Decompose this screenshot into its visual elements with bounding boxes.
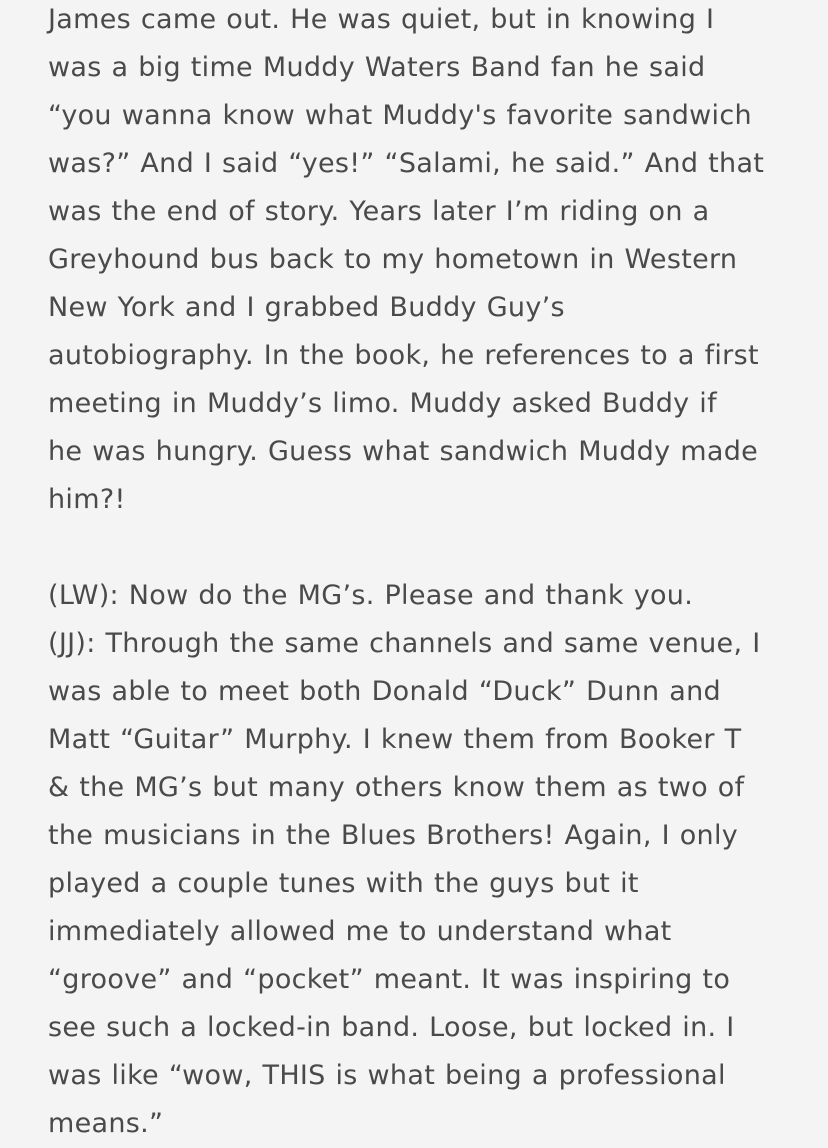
text-line: meeting in Muddy’s limo. Muddy asked Buddy if: [48, 388, 717, 419]
text-line: Matt “Guitar” Murphy. I knew them from Booker T: [48, 724, 742, 755]
text-line: & the MG’s but many others know them as two of: [48, 772, 745, 803]
paragraph-mgs-interview: [48, 572, 818, 1148]
text-line: was the end of story. Years later I’m riding on a: [48, 196, 710, 227]
text-line: was a big time Muddy Waters Band fan he said: [48, 52, 706, 83]
text-line: was able to meet both Donald “Duck” Dunn and: [48, 676, 721, 707]
text-line: means.”: [48, 1108, 164, 1139]
interview-answer-line: (JJ): Through the same channels and same venue, I: [48, 628, 761, 659]
text-line: was?” And I said “yes!” “Salami, he said.” And that: [48, 148, 765, 179]
text-line: “groove” and “pocket” meant. It was inspiring to: [48, 964, 731, 995]
text-line: the musicians in the Blues Brothers! Again, I only: [48, 820, 739, 851]
paragraph-muddy-waters-story: [48, 0, 818, 524]
article-body: [48, 0, 818, 1148]
text-line: played a couple tunes with the guys but it: [48, 868, 639, 899]
text-line: Greyhound bus back to my hometown in Western: [48, 244, 738, 275]
text-line: immediately allowed me to understand what: [48, 916, 672, 947]
text-line: see such a locked-in band. Loose, but locked in. I: [48, 1012, 735, 1043]
text-line: him?!: [48, 484, 126, 515]
text-line: “you wanna know what Muddy's favorite sandwich: [48, 100, 752, 131]
text-line: New York and I grabbed Buddy Guy’s: [48, 292, 565, 323]
paragraph-spacer: [48, 524, 818, 572]
text-line: James came out. He was quiet, but in knowing I: [48, 4, 715, 35]
text-line: autobiography. In the book, he references to a first: [48, 340, 759, 371]
text-line: he was hungry. Guess what sandwich Muddy made: [48, 436, 759, 467]
interview-question-line: (LW): Now do the MG’s. Please and thank you.: [48, 580, 694, 611]
text-line: was like “wow, THIS is what being a professional: [48, 1060, 726, 1091]
